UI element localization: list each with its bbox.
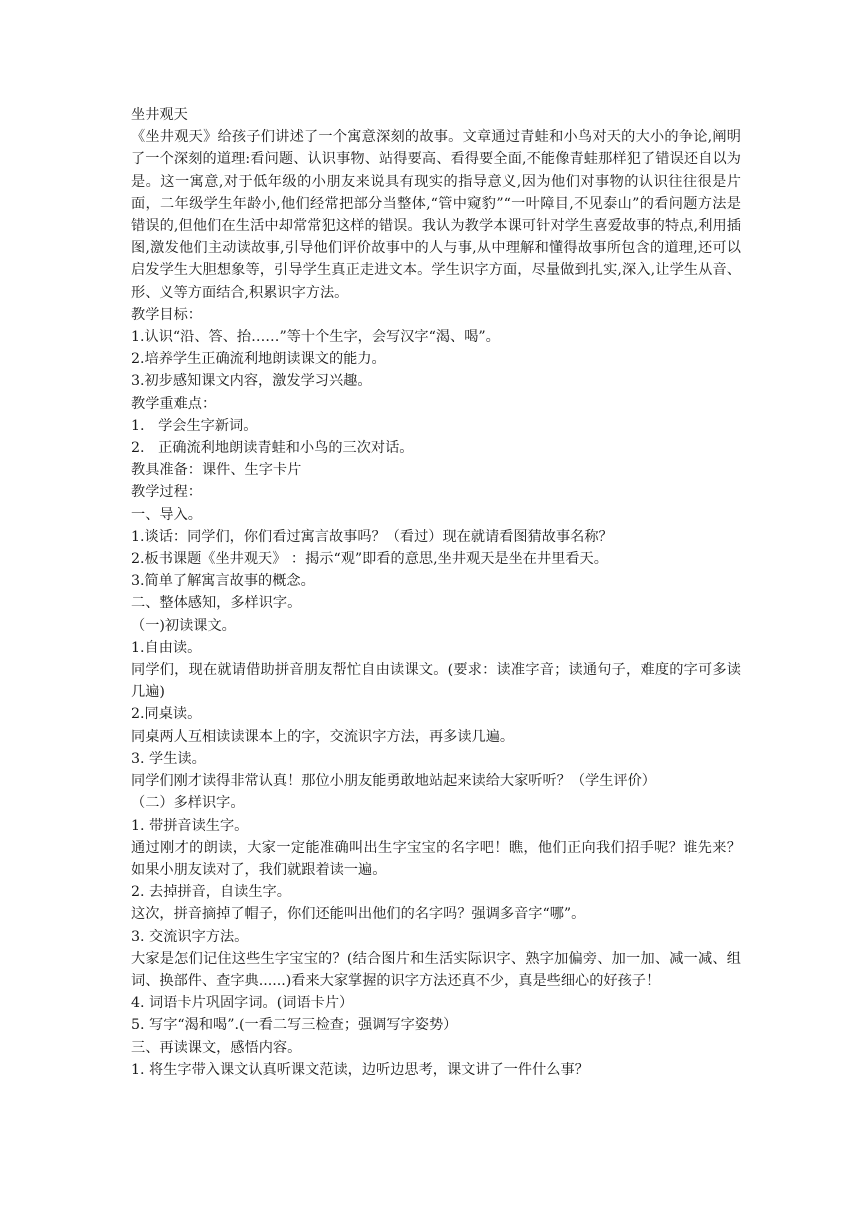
paragraph: 3.初步感知课文内容，激发学习兴趣。: [131, 373, 372, 390]
paragraph: 三、再读课文，感悟内容。: [131, 1039, 302, 1056]
paragraph: （一)初读课文。: [131, 617, 236, 634]
paragraph: 1.谈话：同学们，你们看过寓言故事吗？（看过）现在就请看图猜故事名称？: [131, 528, 613, 545]
paragraph: 1. 将生字带入课文认真听课文范读，边听边思考，课文讲了一件什么事？: [131, 1061, 589, 1078]
paragraph: 教学过程：: [131, 484, 202, 501]
paragraph: 大家是怎们记住这些生字宝宝的？(结合图片和生活实际识字、熟字加偏旁、加一加、减一减、组词、换部件、查字典......)看来大家掌握的识字方法还真不少，真是些细心的好孩子！: [131, 950, 741, 989]
paragraph: 1. 带拼音读生字。: [131, 817, 249, 834]
paragraph: 3. 学生读。: [131, 750, 206, 767]
paragraph: 同学们，现在就请借助拼音朋友帮忙自由读课文。(要求：读准字音；读通句子，难度的字可多读几遍): [131, 662, 741, 701]
paragraph: 教学目标：: [131, 306, 202, 323]
paragraph: 这次，拼音摘掉了帽子，你们还能叫出他们的名字吗？强调多音字“哪”。: [131, 906, 586, 923]
document-page: [131, 104, 741, 1081]
paragraph: 1.自由读。: [131, 639, 202, 656]
paragraph: 2.板书课题《坐井观天》 ：揭示“观”即看的意思,坐井观天是坐在井里看天。: [131, 551, 608, 568]
paragraph: 2. 去掉拼音，自读生字。: [131, 884, 291, 901]
paragraph: 一、导入。: [131, 506, 202, 523]
paragraph: 2.培养学生正确流利地朗读课文的能力。: [131, 351, 386, 368]
paragraph: 3. 交流识字方法。: [131, 928, 249, 945]
paragraph: 1.认识“沿、答、抬……”等十个生字，会写汉字“渴、喝”。: [131, 329, 500, 346]
paragraph: （二）多样识字。: [131, 795, 245, 812]
paragraph: 3.简单了解寓言故事的概念。: [131, 573, 315, 590]
paragraph: 《坐井观天》给孩子们讲述了一个寓意深刻的故事。文章通过青蛙和小鸟对天的大小的争论,阐明了一个深刻的道理:看问题、认识事物、站得要高、看得要全面,不能像青蛙那样犯了错误还自以为是。这一寓意,对于低年级的小朋友来说具有现实的指导意义,因为他们对事物的认识往往很是片面，二年级学生年龄小,他们经常把部分当整体,“管中窥豹”“一叶障目,不见泰山”的看问题方法是错误的,但他们在生活中却常常犯这样的错误。我认为教学本课可针对学生喜爱故事的特点,利用插图,激发他们主动读故事,引导他们评价故事中的人与事,从中理解和懂得故事所包含的道理,还可以启发学生大胆想象等，引导学生真正走进文本。学生识字方面，尽量做到扎实,深入,让学生从音、形、义等方面结合,积累识字方法。: [131, 129, 741, 301]
paragraph: 教具准备：课件、生字卡片: [131, 462, 302, 479]
paragraph: 二、整体感知，多样识字。: [131, 595, 302, 612]
paragraph: 教学重难点：: [131, 395, 217, 412]
document-title: 坐井观天: [131, 107, 188, 123]
paragraph: 同桌两人互相读读课本上的字，交流识字方法，再多读几遍。: [131, 728, 515, 745]
paragraph: 1. 学会生字新词。: [131, 417, 258, 434]
paragraph: 通过刚才的朗读，大家一定能准确叫出生字宝宝的名字吧！瞧，他们正向我们招手呢？谁先来？如果小朋友读对了，我们就跟着读一遍。: [131, 839, 741, 878]
document-body: [131, 126, 741, 1081]
paragraph: 同学们刚才读得非常认真！那位小朋友能勇敢地站起来读给大家听听？（学生评价）: [131, 773, 656, 790]
paragraph: 2. 正确流利地朗读青蛙和小鸟的三次对话。: [131, 440, 414, 457]
paragraph: 2.同桌读。: [131, 706, 202, 723]
paragraph: 5. 写字“渴和喝”.(一看二写三检查；强调写字姿势）: [131, 1017, 458, 1034]
paragraph: 4. 词语卡片巩固字词。(词语卡片）: [131, 995, 354, 1012]
